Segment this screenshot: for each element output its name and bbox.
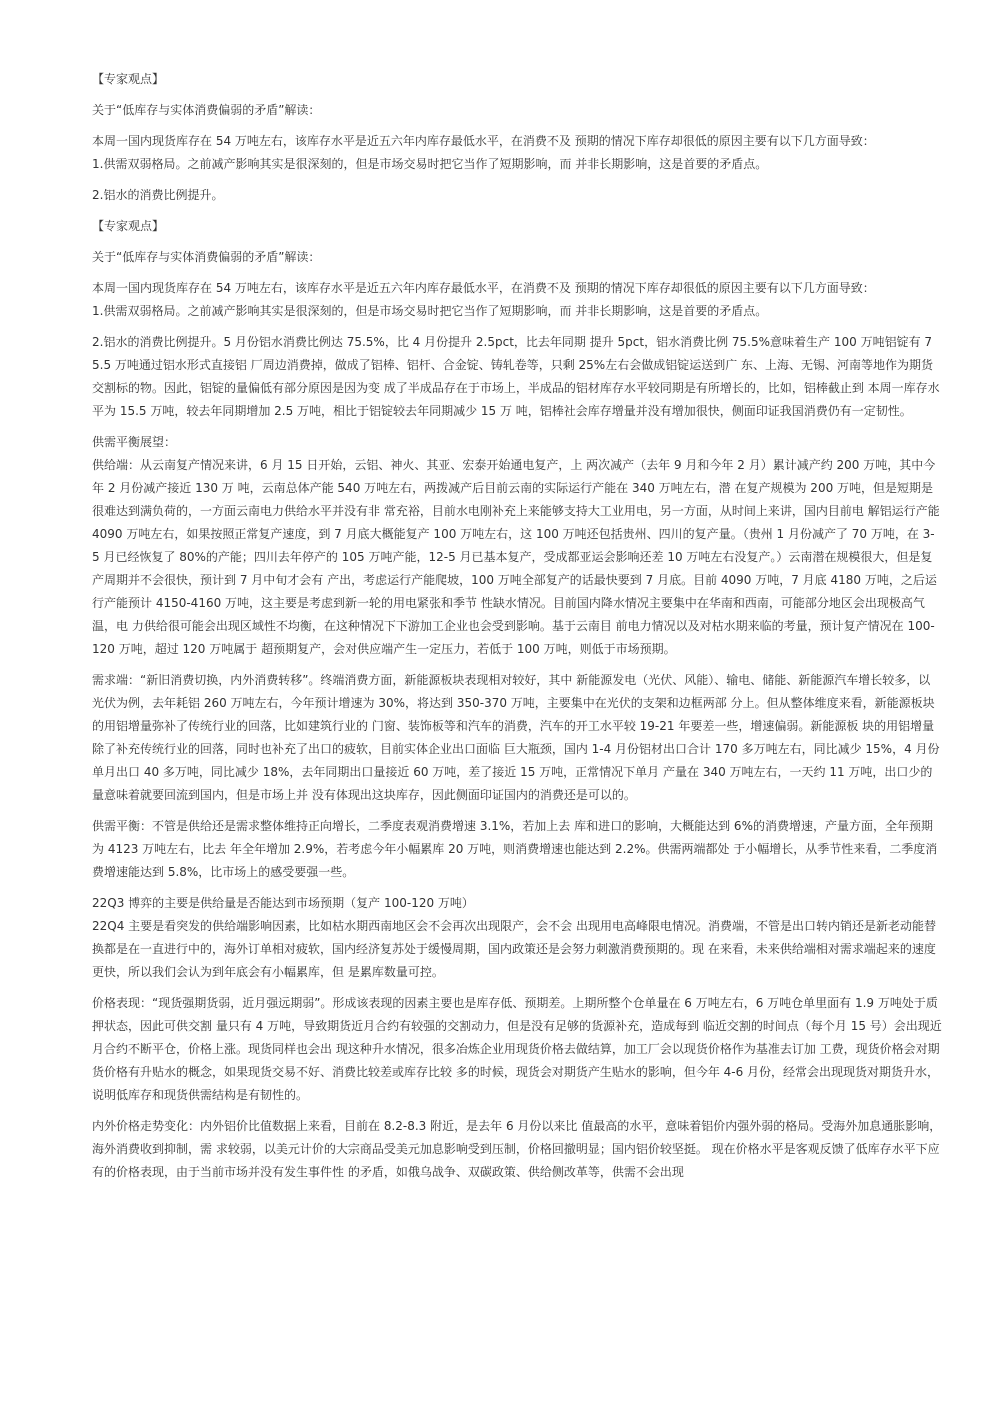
document-body — [92, 68, 942, 1192]
paragraph-demand: 需求端：“新旧消费切换，内外消费转移”。终端消费方面，新能源板块表现相对较好，其中 新能源发电（光伏、风能）、输电、储能、新能源汽车增长较多，以光伏为例，去年耗铝 260 万吨左右，今年预计增速为 30%，将达到 350-370 万吨，主要集中在光伏的支架和边框两部 分上。但从整体维度来看，新能源板块的用铝增量弥补了传统行业的回落，比如建筑行业的 门窗、装饰板等和汽车的消费，汽车的开工水平较 19-21 年要差一些，增速偏弱。新能源板 块的用铝增量除了补充传统行业的回落，同时也补充了出口的疲软，目前实体企业出口面临 巨大瓶颈，国内 1-4 月份铝材出口合计 170 多万吨左右，同比减少 15%，4 月份单月出口 40 多万吨，同比减少 18%，去年同期出口量接近 60 万吨，差了接近 15 万吨，正常情况下单月 产量在 340 万吨左右，一天约 11 万吨，出口少的量意味着就要回流到国内，但是市场上并 没有体现出这块库存，因此侧面印证国内的消费还是可以的。 — [92, 673, 940, 802]
section-heading: 【专家观点】 — [92, 219, 165, 233]
subheading-outlook: 供需平衡展望： — [92, 435, 177, 449]
paragraph-balance: 供需平衡：不管是供给还是需求整体维持正向增长，二季度表观消费增速 3.1%，若加上去 库和进口的影响，大概能达到 6%的消费增速，产量方面，全年预期为 4123 万吨左右，比去 年全年增加 2.9%，若考虑今年小幅累库 20 万吨，则消费增速也能达到 2.2%。供需两端都处 于小幅增长，从季节性来看，二季度消费增速能达到 5.8%，比市场上的感受要强一些。 — [92, 819, 938, 879]
topic-line: 关于“低库存与实体消费偏弱的矛盾”解读： — [92, 250, 321, 264]
paragraph-inventory: 本周一国内现货库存在 54 万吨左右，该库存水平是近五六年内库存最低水平，在消费不及 预期的情况下库存却很低的原因主要有以下几方面导致： — [92, 281, 875, 295]
paragraph-point-2: 2.铝水的消费比例提升。 — [92, 188, 224, 202]
section-heading: 【专家观点】 — [92, 72, 165, 86]
paragraph-price: 价格表现：“现货强期货弱，近月强远期弱”。形成该表现的因素主要也是库存低、预期差。上期所整个仓单量在 6 万吨左右，6 万吨仓单里面有 1.9 万吨处于质押状态，因此可供交割 量只有 4 万吨，导致期货近月合约有较强的交割动力，但是没有足够的货源补充，造成每到 临近交割的时间点（每个月 15 号）会出现近月合约不断平仓，价格上涨。现货同样也会出 现这种升水情况，很多冶炼企业用现货价格去做结算，加工厂会以现货价格作为基准去订加 工费，现货价格会对期货价格有升贴水的概念，如果现货交易不好、消费比较差或库存比较 多的时候，现货会对期货产生贴水的影响，但今年 4-6 月份，经常会出现现货对期货升水，说明低库存和现货供需结构是有韧性的。 — [92, 996, 942, 1102]
paragraph-point-1: 1.供需双弱格局。之前减产影响其实是很深刻的，但是市场交易时把它当作了短期影响，而 并非长期影响，这是首要的矛盾点。 — [92, 304, 768, 318]
paragraph-point-2-detail: 2.铝水的消费比例提升。5 月份铝水消费比例达 75.5%，比 4 月份提升 2.5pct，比去年同期 提升 5pct，铝水消费比例 75.5%意味着生产 100 万吨铝锭有 75.5 万吨通过铝水形式直接铝 厂周边消费掉，做成了铝棒、铝杆、合金锭、铸轧卷等，只剩 25%左右会做成铝锭运送到广 东、上海、无锡、河南等地作为期货交割标的物。因此，铝锭的量偏低有部分原因是因为变 成了半成品存在于市场上，半成品的铝材库存水平较同期是有所增长的，比如，铝棒截止到 本周一库存水平为 15.5 万吨，较去年同期增加 2.5 万吨，相比于铝锭较去年同期减少 15 万 吨，铝棒社会库存增量并没有增加很快，侧面印证我国消费仍有一定韧性。 — [92, 335, 940, 418]
paragraph-inventory: 本周一国内现货库存在 54 万吨左右，该库存水平是近五六年内库存最低水平，在消费不及 预期的情况下库存却很低的原因主要有以下几方面导致： — [92, 134, 875, 148]
paragraph-intl-price: 内外价格走势变化：内外铝价比值数据上来看，目前在 8.2-8.3 附近，是去年 6 月份以来比 值最高的水平，意味着铝价内强外弱的格局。受海外加息通胀影响，海外消费收到抑制，需 求较弱，以美元计价的大宗商品受美元加息影响受到压制，价格回撤明显；国内铝价较坚挺。 现在价格水平是客观反馈了低库存水平下应有的价格表现，由于当前市场并没有发生事件性 的矛盾，如俄乌战争、双碳政策、供给侧改革等，供需不会出现 — [92, 1119, 942, 1179]
paragraph-22q3: 22Q3 博弈的主要是供给量是否能达到市场预期（复产 100-120 万吨） — [92, 896, 474, 910]
paragraph-22q4: 22Q4 主要是看突发的供给端影响因素，比如枯水期西南地区会不会再次出现限产，会不会 出现用电高峰限电情况。消费端，不管是出口转内销还是新老动能替换都是在一直进行中的，海外订单相对疲软，国内经济复苏处于缓慢周期，国内政策还是会努力刺激消费预期的。现 在来看，未来供给端相对需求端起来的速度更快，所以我们会认为到年底会有小幅累库，但 是累库数量可控。 — [92, 919, 936, 979]
paragraph-supply: 供给端：从云南复产情况来讲，6 月 15 日开始，云铝、神火、其亚、宏泰开始通电复产，上 两次减产（去年 9 月和今年 2 月）累计减产约 200 万吨，其中今年 2 月份减产接近 130 万 吨，云南总体产能 540 万吨左右，两拨减产后目前云南的实际运行产能在 340 万吨左右，潜 在复产规模为 200 万吨，但是短期是很难达到满负荷的，一方面云南电力供给水平并没有非 常充裕，目前水电刚补充上来能够支持大工业用电，另一方面，从时间上来讲，国内目前电 解铝运行产能 4090 万吨左右，如果按照正常复产速度，到 7 月底大概能复产 100 万吨左右，这 100 万吨还包括贵州、四川的复产量。（贵州 1 月份减产了 70 万吨，在 3-5 月已经恢复了 80%的产能；四川去年停产的 105 万吨产能，12-5 月已基本复产，受成都亚运会影响还差 10 万吨左右没复产。）云南潜在规模很大，但是复产周期并不会很快，预计到 7 月中旬才会有 产出，考虑运行产能爬坡，100 万吨全部复产的话最快要到 7 月底。目前 4090 万吨，7 月底 4180 万吨，之后运行产能预计 4150-4160 万吨，这主要是考虑到新一轮的用电紧张和季节 性缺水情况。目前国内降水情况主要集中在华南和西南，可能部分地区会出现极高气温，电 力供给很可能会出现区域性不均衡，在这种情况下下游加工企业也会受到影响。基于云南目 前电力情况以及对枯水期来临的考量，预计复产情况在 100-120 万吨，超过 120 万吨属于 超预期复产，会对供应端产生一定压力，若低于 100 万吨，则低于市场预期。 — [92, 458, 940, 656]
topic-line: 关于“低库存与实体消费偏弱的矛盾”解读： — [92, 103, 321, 117]
paragraph-point-1: 1.供需双弱格局。之前减产影响其实是很深刻的，但是市场交易时把它当作了短期影响，而 并非长期影响，这是首要的矛盾点。 — [92, 157, 768, 171]
